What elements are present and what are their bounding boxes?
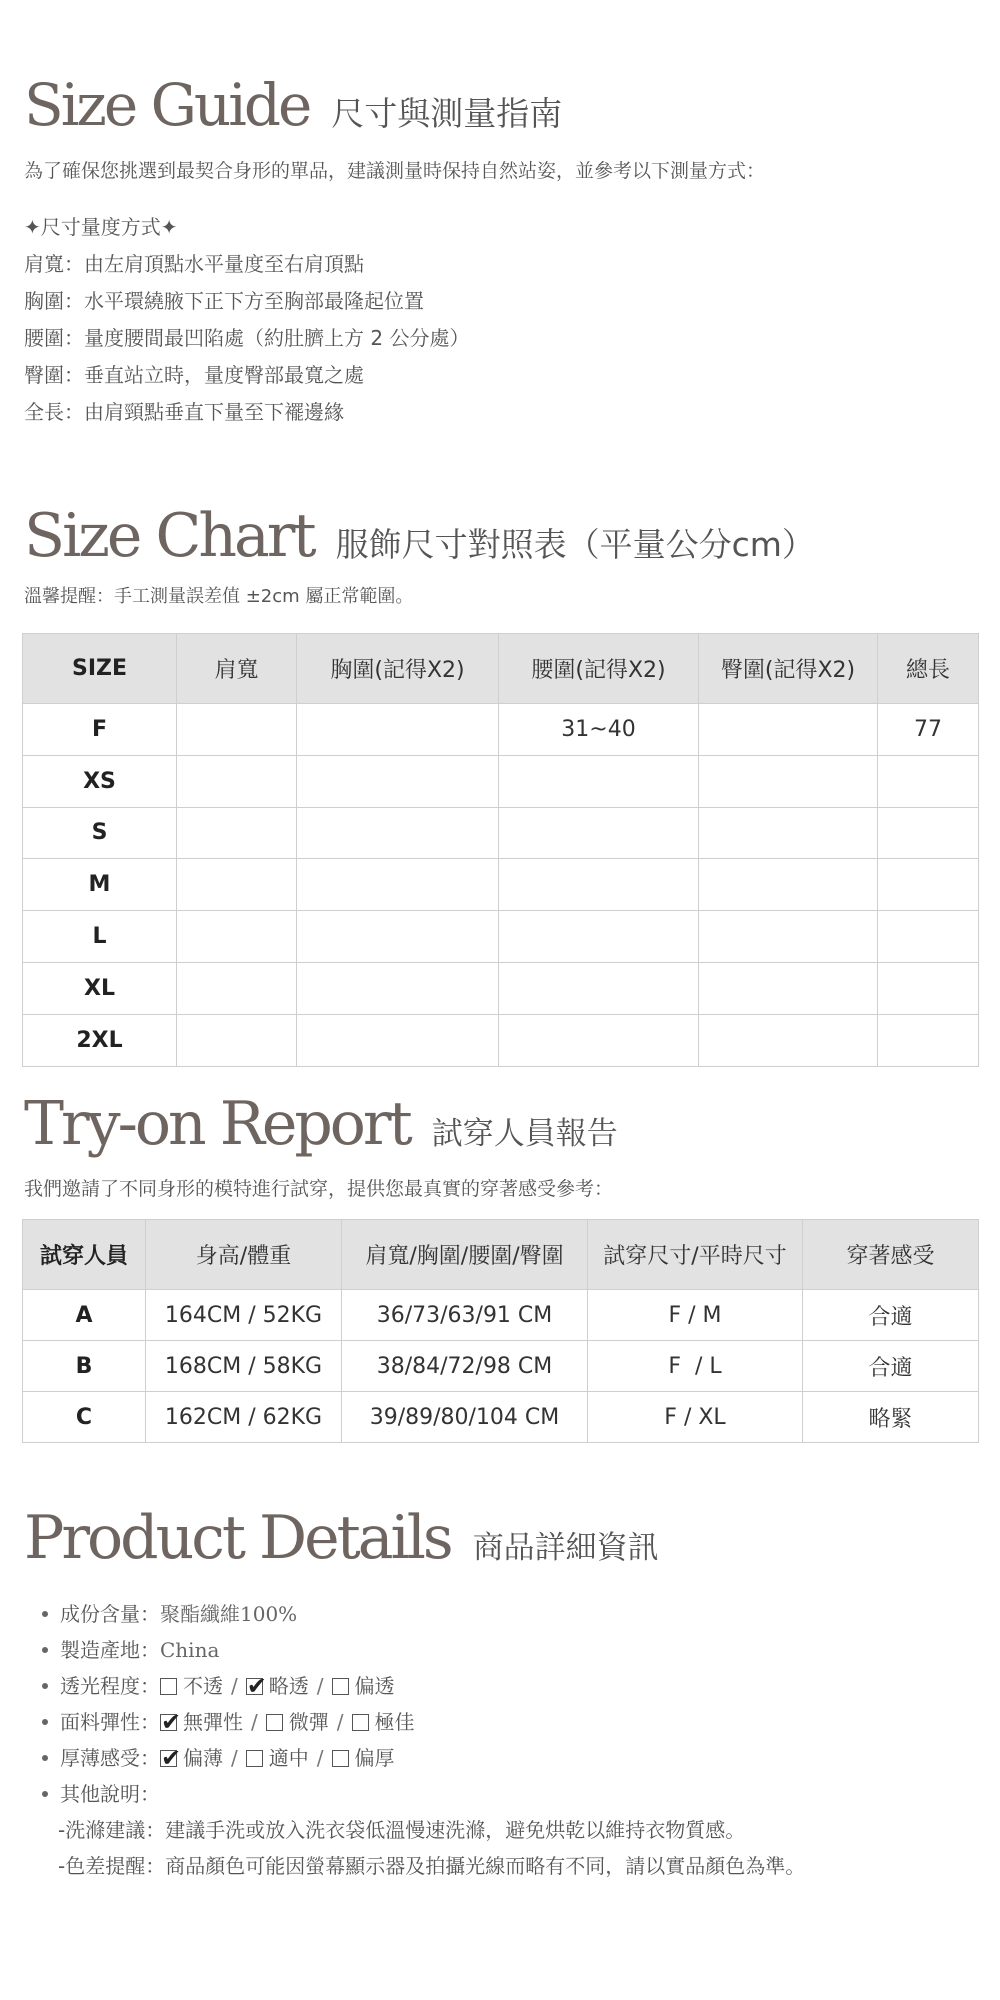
bullet-icon — [42, 1611, 48, 1617]
table-cell: L — [23, 911, 177, 963]
table-cell — [699, 755, 878, 807]
table-cell — [699, 704, 878, 756]
tryon-title: Try-on Report — [24, 1089, 410, 1159]
table-cell: 39/89/80/104 CM — [342, 1392, 588, 1443]
separator: / — [251, 1710, 258, 1734]
measure-method-list — [24, 209, 976, 431]
bullet-icon — [42, 1791, 48, 1797]
shoulder-column-header: 肩寬 — [177, 634, 297, 704]
tryon-header-row — [23, 1220, 979, 1290]
separator: / — [316, 1674, 324, 1698]
size-chart-subtitle: 服飾尺寸對照表（平量公分cm） — [335, 525, 815, 564]
tried-size-column-header: 試穿尺寸/平時尺寸 — [588, 1220, 803, 1290]
sheer-option-sheer: 偏透 — [354, 1674, 395, 1698]
table-row — [23, 911, 979, 963]
table-cell: F / M — [588, 1290, 803, 1341]
table-row — [23, 1392, 979, 1443]
table-cell: XS — [23, 755, 177, 807]
table-cell — [878, 859, 979, 911]
measurements-column-header: 肩寬/胸圍/腰圍/臀圍 — [342, 1220, 588, 1290]
table-cell — [499, 755, 699, 807]
fit-feel-column-header: 穿著感受 — [803, 1220, 979, 1290]
origin-label: 製造產地： — [60, 1638, 160, 1662]
table-cell — [177, 807, 297, 859]
bullet-icon — [42, 1755, 48, 1761]
size-chart-table — [22, 633, 979, 1067]
checked-box-icon — [160, 1750, 177, 1767]
table-cell — [499, 859, 699, 911]
table-cell: S — [23, 807, 177, 859]
measure-length: 全長：由肩頸點垂直下量至下襬邊緣 — [24, 400, 344, 424]
table-cell — [699, 911, 878, 963]
stretch-option-high: 極佳 — [374, 1710, 415, 1734]
sheer-option-slight: 略透 — [268, 1674, 309, 1698]
checked-box-icon — [160, 1714, 177, 1731]
unchecked-box-icon — [246, 1750, 263, 1767]
table-row — [23, 859, 979, 911]
table-cell — [177, 755, 297, 807]
origin-value: China — [160, 1638, 220, 1662]
unchecked-box-icon — [332, 1750, 349, 1767]
size-chart-note: 溫馨提醒：手工測量誤差值 ±2cm 屬正常範圍。 — [24, 586, 414, 607]
table-cell — [177, 1014, 297, 1066]
table-cell — [699, 1014, 878, 1066]
table-cell — [177, 962, 297, 1014]
size-table-header-row — [23, 634, 979, 704]
measure-chest: 胸圍：水平環繞腋下正下方至胸部最隆起位置 — [24, 289, 424, 313]
other-notes-item — [24, 1776, 976, 1812]
table-cell: F / XL — [588, 1392, 803, 1443]
table-cell — [297, 704, 499, 756]
table-cell: 合適 — [803, 1341, 979, 1392]
table-cell — [297, 859, 499, 911]
table-cell — [878, 755, 979, 807]
unchecked-box-icon — [160, 1678, 177, 1695]
table-cell — [297, 962, 499, 1014]
table-cell: 164CM / 52KG — [146, 1290, 342, 1341]
separator: / — [231, 1746, 238, 1770]
hip-column-header: 臀圍(記得X2) — [699, 634, 878, 704]
bullet-icon — [42, 1683, 48, 1689]
composition-value: 聚酯纖維100% — [160, 1602, 298, 1626]
size-column-header: SIZE — [23, 634, 177, 704]
table-cell: A — [23, 1290, 146, 1341]
table-cell: 略緊 — [803, 1392, 979, 1443]
table-cell: 36/73/63/91 CM — [342, 1290, 588, 1341]
table-cell — [699, 962, 878, 1014]
checked-box-icon — [246, 1678, 263, 1695]
table-cell: M — [23, 859, 177, 911]
table-cell — [699, 859, 878, 911]
table-cell — [699, 807, 878, 859]
sheerness-item — [24, 1668, 976, 1704]
origin-item — [24, 1632, 976, 1668]
product-details-subtitle: 商品詳細資訊 — [472, 1530, 659, 1566]
table-cell: B — [23, 1341, 146, 1392]
size-guide-section — [24, 71, 976, 431]
table-cell — [499, 911, 699, 963]
table-cell — [297, 911, 499, 963]
thickness-option-thick: 偏厚 — [354, 1746, 395, 1770]
stretch-option-none: 無彈性 — [183, 1710, 243, 1734]
table-cell — [499, 1014, 699, 1066]
table-cell — [878, 1014, 979, 1066]
table-cell: F — [23, 704, 177, 756]
stretch-item — [24, 1704, 976, 1740]
table-cell: 合適 — [803, 1290, 979, 1341]
unchecked-box-icon — [266, 1714, 283, 1731]
product-details-section — [24, 1503, 976, 1884]
bullet-icon — [42, 1719, 48, 1725]
unchecked-box-icon — [352, 1714, 369, 1731]
table-row — [23, 755, 979, 807]
measure-method-title: ✦尺寸量度方式✦ — [24, 215, 178, 239]
wash-note: -洗滌建議：建議手洗或放入洗衣袋低溫慢速洗滌，避免烘乾以維持衣物質感。 — [58, 1818, 746, 1842]
stretch-label: 面料彈性： — [60, 1710, 160, 1734]
size-chart-section — [24, 501, 976, 608]
size-guide-title: Size Guide — [24, 71, 310, 139]
unchecked-box-icon — [332, 1678, 349, 1695]
tryon-section — [24, 1089, 976, 1201]
composition-item — [24, 1596, 976, 1632]
table-cell: XL — [23, 962, 177, 1014]
table-cell — [297, 755, 499, 807]
color-note: -色差提醒：商品顏色可能因螢幕顯示器及拍攝光線而略有不同，請以實品顏色為準。 — [58, 1854, 806, 1878]
bullet-icon — [42, 1647, 48, 1653]
table-cell: 77 — [878, 704, 979, 756]
table-cell — [177, 704, 297, 756]
sheer-option-opaque: 不透 — [183, 1674, 223, 1698]
table-cell — [499, 807, 699, 859]
height-weight-column-header: 身高/體重 — [146, 1220, 342, 1290]
table-cell: 168CM / 58KG — [146, 1341, 342, 1392]
product-details-title: Product Details — [24, 1503, 451, 1573]
table-cell: 31~40 — [499, 704, 699, 756]
table-row — [23, 704, 979, 756]
composition-label: 成份含量： — [60, 1602, 160, 1626]
table-cell — [177, 859, 297, 911]
size-guide-subtitle: 尺寸與測量指南 — [331, 94, 563, 133]
separator: / — [231, 1674, 238, 1698]
size-chart-title: Size Chart — [24, 501, 314, 571]
table-row — [23, 1341, 979, 1392]
separator: / — [316, 1746, 324, 1770]
chest-column-header: 胸圍(記得X2) — [297, 634, 499, 704]
table-cell: 38/84/72/98 CM — [342, 1341, 588, 1392]
table-cell — [177, 911, 297, 963]
table-row — [23, 807, 979, 859]
thickness-option-medium: 適中 — [268, 1746, 309, 1770]
table-cell: 162CM / 62KG — [146, 1392, 342, 1443]
thickness-label: 厚薄感受： — [60, 1746, 160, 1770]
tryon-intro: 我們邀請了不同身形的模特進行試穿，提供您最真實的穿著感受參考： — [24, 1178, 614, 1200]
measure-waist: 腰圍：量度腰間最凹陷處（約肚臍上方 2 公分處） — [24, 326, 470, 350]
separator: / — [336, 1710, 344, 1734]
waist-column-header: 腰圍(記得X2) — [499, 634, 699, 704]
table-cell: C — [23, 1392, 146, 1443]
table-cell — [878, 807, 979, 859]
table-cell: F / L — [588, 1341, 803, 1392]
stretch-option-slight: 微彈 — [288, 1710, 329, 1734]
table-cell — [878, 911, 979, 963]
table-cell — [878, 962, 979, 1014]
tryon-subtitle: 試穿人員報告 — [431, 1116, 618, 1152]
table-cell — [499, 962, 699, 1014]
table-cell: 2XL — [23, 1014, 177, 1066]
size-guide-intro: 為了確保您挑選到最契合身形的單品，建議測量時保持自然站姿，並參考以下測量方式： — [24, 160, 766, 182]
thickness-option-thin: 偏薄 — [183, 1746, 223, 1770]
table-row — [23, 1014, 979, 1066]
table-row — [23, 1290, 979, 1341]
other-notes-label: 其他說明： — [60, 1782, 160, 1806]
measure-hip: 臀圍：垂直站立時，量度臀部最寬之處 — [24, 363, 364, 387]
thickness-item — [24, 1740, 976, 1776]
product-details-list — [24, 1596, 976, 1884]
table-row — [23, 962, 979, 1014]
tester-column-header: 試穿人員 — [23, 1220, 146, 1290]
table-cell — [297, 1014, 499, 1066]
tryon-table — [22, 1219, 979, 1443]
length-column-header: 總長 — [878, 634, 979, 704]
sheerness-label: 透光程度： — [60, 1674, 160, 1698]
table-cell — [297, 807, 499, 859]
measure-shoulder: 肩寬：由左肩頂點水平量度至右肩頂點 — [24, 252, 364, 276]
